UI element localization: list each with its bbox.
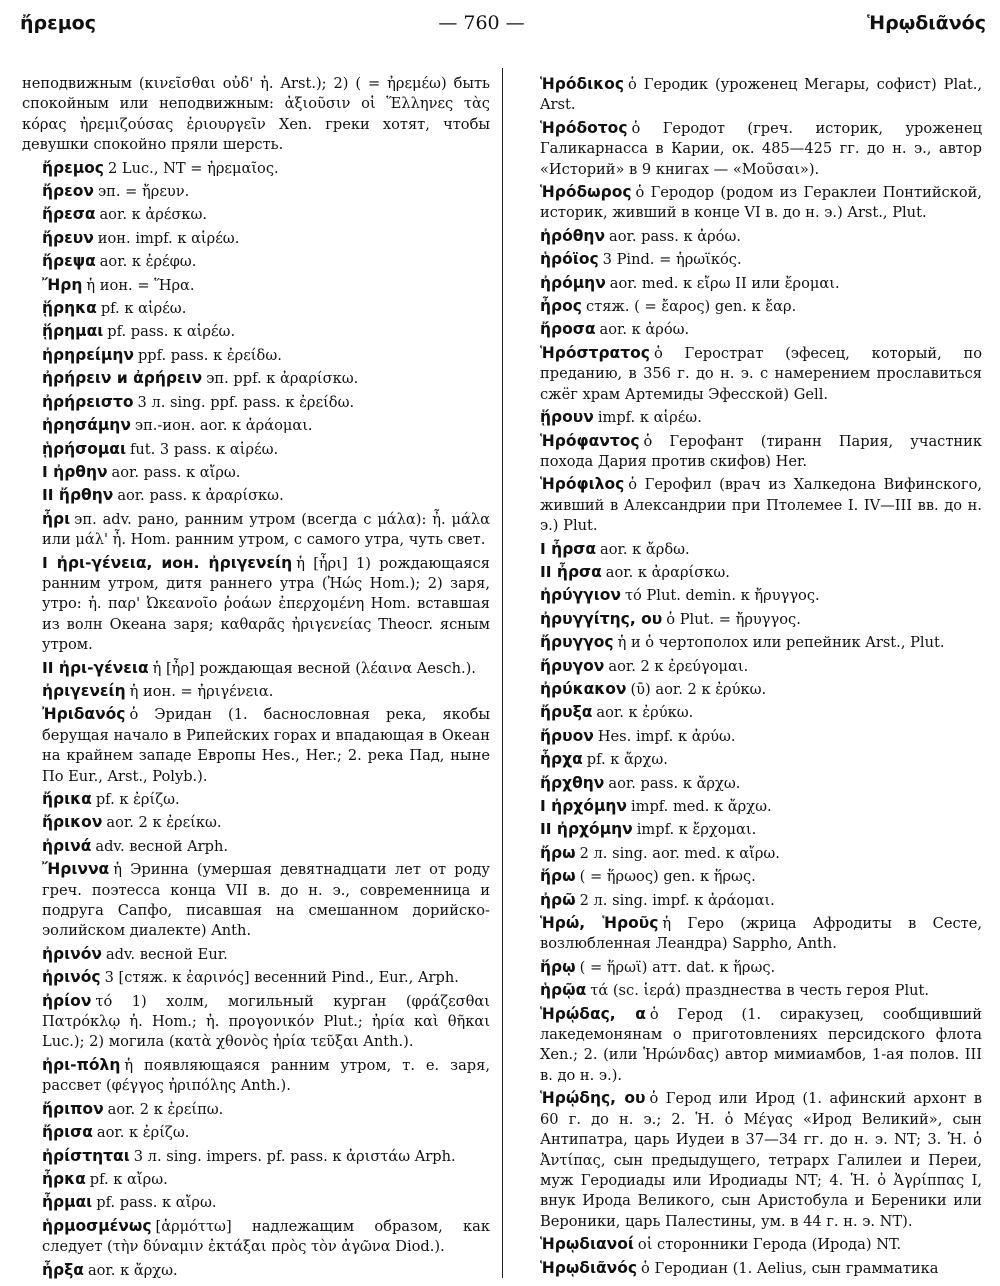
entry-headword: Ἡρόστρατος	[540, 343, 650, 362]
dictionary-entry	[520, 749, 982, 770]
dictionary-entry	[520, 273, 982, 294]
header-last-headword: Ἡρῳδιᾶνός	[867, 12, 986, 34]
entry-headword: ἠρηρείμην	[42, 345, 134, 364]
entry-headword: Ἡρόδωρος	[540, 183, 632, 202]
entry-definition: pf. к ἄρχω.	[586, 751, 668, 769]
entry-headword: I ἠρι-γένεια, ион. ἠριγενείη	[42, 553, 293, 572]
entry-definition: aor. к ἀραρίσκω.	[605, 563, 730, 581]
entry-definition: pf. к αἱρέω.	[100, 300, 187, 318]
dictionary-entry	[22, 509, 490, 551]
dictionary-entry	[520, 182, 982, 224]
entry-definition: ὁ Геродор (родом из Гераклеи Понтийской, историк, живший в конце VI в. до н. э.) Arst., Plut.	[540, 184, 982, 222]
entry-headword: ἥρω	[540, 867, 576, 886]
entry-headword: ἠρυγγίτης, ου	[540, 609, 663, 628]
entry-definition: ὁ Герод (1. сиракузец, сообщивший лакедемонянам о приготовлениях персидского флота Xen.; 2. (или Ἡρώνδας) автор мимиамбов, 1-ая полов. III в. до н. э.).	[540, 1005, 982, 1084]
dictionary-entry	[520, 539, 982, 560]
entry-headword: ᾕρηκα	[42, 299, 97, 318]
entry-headword: ἤρυγγος	[540, 633, 614, 652]
entry-definition: ὁ Герод или Ирод (1. афинский архонт в 60 г. до н. э.; 2. Ἡ. ὁ Μέγας «Ирод Великий», сын Антипатра, царь Иудеи в 37—34 гг. до н. э. NT; 3. Ἡ. ὁ Ἀντίπας, сын предыдущего, тетрарх Галилеи и Переи, муж Геродиады или Иродиады NT; 4. Ἡ. ὁ Ἀγρίππας I, внук Ирода Великого, сын Аристобула и Береники или Вероники, царь Палестины, ум. в 44 г. н. э. NT).	[540, 1090, 982, 1230]
entry-definition: ἡ и ὁ чертополох или репейник Arst., Plut.	[617, 634, 945, 652]
entry-definition: οἱ сторонники Герода (Ирода) NT.	[637, 1236, 902, 1254]
entry-definition: aor. 2 к ἐρείπω.	[107, 1100, 224, 1118]
entry-definition: ἡ ион. = Ἥρα.	[86, 276, 195, 294]
entry-headword: ἦρι	[42, 509, 71, 528]
entry-definition: эп. = ἤρευν.	[97, 183, 190, 201]
entry-headword: ᾕρουν	[540, 408, 594, 427]
entry-headword: II ἤρθην	[42, 486, 114, 505]
dictionary-entry	[22, 789, 490, 810]
dictionary-entry	[22, 1192, 490, 1213]
entry-definition: Hes. impf. к ἀρύω.	[597, 727, 736, 745]
dictionary-entry	[520, 319, 982, 340]
entry-definition: ὁ Геродиан (1. Aelius, сын грамматика	[641, 1259, 939, 1277]
entry-headword: II ἦρσα	[540, 562, 602, 581]
entry-headword: ἠρησάμην	[42, 416, 131, 435]
dictionary-entry	[520, 343, 982, 405]
dictionary-entry	[520, 866, 982, 887]
dictionary-entry	[520, 1088, 982, 1232]
entry-headword: ἤρεμος	[42, 158, 104, 177]
dictionary-entry	[22, 275, 490, 296]
entry-headword: ἦρχα	[540, 750, 583, 769]
entry-definition: ὁ Герострат (эфесец, который, по преданию, в 356 г. до н. э. с намерением прославиться сжёг храм Артемиды Эфесской) Gell.	[540, 344, 982, 403]
dictionary-entry	[520, 773, 982, 794]
entry-headword: ἤρεσα	[42, 205, 96, 224]
entry-definition: pf. pass. к αἴρω.	[96, 1194, 217, 1212]
entry-definition: aor. pass. к ἀρόω.	[609, 227, 741, 245]
entry-headword: ἠρήρειν и ἀρήρειν	[42, 369, 203, 388]
dictionary-entry	[520, 702, 982, 723]
entry-definition: aor. pass. к ἄρχω.	[608, 774, 741, 792]
dictionary-entry	[22, 228, 490, 249]
dictionary-entry	[22, 991, 490, 1053]
entry-definition: aor. 2 к ἐρείκω.	[106, 814, 222, 832]
dictionary-entry	[22, 158, 490, 179]
dictionary-entry	[22, 1122, 490, 1143]
entry-headword: ἠρινά	[42, 836, 92, 855]
dictionary-entry	[520, 249, 982, 270]
entry-definition: ἡ [ἦρ] рождающая весной (λέαινα Aesch.).	[152, 659, 476, 677]
entry-definition: aor. pass. к αἴρω.	[111, 463, 241, 481]
entry-definition: aor. 2 к ἐρεύγομαι.	[608, 657, 749, 675]
entry-definition: impf. к αἱρέω.	[597, 409, 702, 427]
entry-definition: ppf. pass. к ἐρείδω.	[137, 346, 282, 364]
dictionary-entry	[520, 74, 982, 116]
page-number: — 760 —	[438, 12, 525, 34]
dictionary-entry	[520, 980, 982, 1001]
entry-headword: ἠρόθην	[540, 226, 606, 245]
entry-headword: ἠρῶ	[540, 890, 576, 909]
entry-definition: τά (sc. ἱερά) празднества в честь героя Plut.	[590, 982, 930, 1000]
entry-headword: I ἠρχόμην	[540, 797, 627, 815]
entry-headword: Ἠριδανός	[42, 705, 126, 724]
entry-definition: fut. 3 pass. к αἱρέω.	[129, 440, 279, 458]
entry-headword: ᾑρήσομαι	[42, 439, 126, 458]
entry-headword: ᾕρημαι	[42, 322, 104, 341]
entry-headword: ἤροσα	[540, 320, 596, 339]
entry-headword: ἠρήρειστο	[42, 392, 134, 411]
dictionary-entry	[520, 1258, 982, 1279]
dictionary-entry	[22, 859, 490, 942]
entry-headword: ἤρω	[540, 843, 576, 862]
entry-definition: [ἁρμόττω] надлежащим образом, как следует (τὴν δύναμιν ἐκτάξαι πρὸς τὸν ἀγῶνα Diod.).	[42, 1217, 490, 1256]
entry-headword: I ἠρθην	[42, 462, 108, 481]
dictionary-entry	[520, 679, 982, 700]
entry-headword: Ἡρώ, Ἡροῦς	[540, 914, 659, 933]
entry-definition: ὁ Геродот (греч. историк, уроженец Галикарнасса в Карии, ок. 485—425 гг. до н. э., автор «Историй» в 9 книгах — «Μοῦσαι»).	[540, 119, 982, 178]
entry-definition: ὁ Герофант (тиранн Пария, участник похода Дария против скифов) Her.	[540, 432, 982, 470]
entry-definition: ( = ἥρωος) gen. к ἥρως.	[579, 868, 756, 886]
entry-headword: ἥρῳ	[540, 957, 576, 976]
entry-definition: 3 л. sing. impers. pf. pass. к ἀριστάω Arph.	[133, 1147, 456, 1165]
entry-headword: ἤρεψα	[42, 252, 96, 271]
dictionary-entry	[520, 957, 982, 978]
entry-headword: ἦρξα	[42, 1260, 84, 1279]
entry-headword: Ἡρῴδας, α	[540, 1004, 646, 1023]
dictionary-entry	[22, 251, 490, 272]
entry-definition: aor. к ἐρίζω.	[96, 1124, 190, 1142]
dictionary-entry	[520, 1004, 982, 1087]
dictionary-entry	[22, 944, 490, 965]
dictionary-entry	[22, 1260, 490, 1281]
entry-headword: I ἦρσα	[540, 539, 597, 558]
dictionary-entry	[520, 585, 982, 606]
entry-headword: ἦρος	[540, 297, 582, 316]
dictionary-entry	[22, 74, 490, 156]
entry-definition: impf. к ἔρχομαι.	[636, 821, 757, 839]
entry-definition: ἡ [ἦρι] 1) рождающаяся ранним утром, дитя раннего утра (Ἠώς Hom.); 2) заря, утро: ἠ. παρ' Ὠκεανοῖο ῥοάων ἐπερχομένη Hom. вставшая из волн Океана заря; καθαρᾶς ἠριγενείας Theocr. ясным утром.	[42, 554, 491, 654]
entry-headword: ἠρι-πόλη	[42, 1055, 121, 1074]
entry-headword: Ἡρῳδιανοί	[540, 1235, 634, 1254]
dictionary-entry	[22, 1216, 490, 1258]
entry-headword: ἤρεον	[42, 182, 94, 201]
dictionary-entry	[520, 296, 982, 317]
dictionary-entry	[22, 812, 490, 833]
dictionary-entry	[22, 392, 490, 413]
entry-headword: ἤρευν	[42, 228, 94, 247]
page-header	[20, 12, 986, 42]
entry-definition: aor. med. к εἴρω II или ἔρομαι.	[609, 274, 840, 292]
entry-definition: ὁ Герофил (врач из Халкедона Вифинского, живший в Александрии при Птолемее I. IV—III вв. до н. э.) Plut.	[540, 476, 982, 535]
entry-definition: aor. к ἐρύκω.	[596, 704, 694, 722]
entry-headword: Ἡρόδικος	[540, 75, 625, 93]
dictionary-entry	[22, 836, 490, 857]
entry-headword: ἤρυον	[540, 726, 594, 745]
entry-headword: ἠρινός	[42, 968, 101, 987]
entry-headword: ἤρισα	[42, 1123, 93, 1142]
entry-definition: aor. pass. к ἀραρίσκω.	[117, 487, 284, 505]
dictionary-entry	[22, 415, 490, 436]
entry-definition: τό 1) холм, могильный курган (φράζεσθαι Πατρόκλῳ ἠ. Hom.; ἠ. προγονικόν Plut.; ἠρία καὶ θῆκαι Luc.); 2) могила (κατὰ χθονὸς ἠρία τεῦξαι Anth.).	[42, 992, 490, 1051]
entry-definition: (ῡ) aor. 2 к ἐρύκω.	[630, 680, 767, 698]
dictionary-entry	[22, 1146, 490, 1167]
dictionary-entry	[22, 658, 490, 679]
entry-headword: II ἠρι-γένεια	[42, 658, 149, 677]
dictionary-entry	[22, 1169, 490, 1190]
dictionary-entry	[22, 368, 490, 389]
column-divider	[502, 68, 503, 1278]
dictionary-entry	[520, 407, 982, 428]
entry-definition: pf. к ἐρίζω.	[95, 791, 180, 808]
entry-headword: ἤριπον	[42, 1099, 104, 1118]
dictionary-entry	[520, 562, 982, 583]
entry-headword: Ἤριννα	[42, 860, 110, 879]
dictionary-entry	[22, 485, 490, 506]
dictionary-entry	[520, 843, 982, 864]
entry-definition: 3 Pind. = ἡρωϊκός.	[602, 251, 742, 269]
entry-headword: ἤρικα	[42, 790, 92, 808]
entry-definition: aor. к ἄρχω.	[87, 1261, 178, 1279]
entry-headword: Ἤρη	[42, 275, 83, 294]
dictionary-entry	[520, 1234, 982, 1255]
entry-definition: ион. impf. к αἱρέω.	[97, 229, 240, 247]
entry-headword: Ἡρῳδιᾶνός	[540, 1258, 638, 1277]
dictionary-entry	[520, 632, 982, 653]
dictionary-entry	[22, 298, 490, 319]
entry-headword: ἠρίστηται	[42, 1146, 130, 1165]
dictionary-entry	[520, 913, 982, 955]
entry-definition: 2 л. sing. aor. med. к αἴρω.	[579, 844, 780, 862]
entry-definition: ὁ Геродик (уроженец Мегары, софист) Plat., Arst.	[540, 76, 982, 114]
entry-definition: ἡ Геро (жрица Афродиты в Сесте, возлюбленная Леандра) Sappho, Anth.	[540, 915, 982, 953]
header-first-headword: ἤρεμος	[20, 12, 96, 34]
entry-definition: aor. к ἀρόω.	[599, 321, 690, 339]
entry-definition: aor. к ἄρδω.	[600, 540, 690, 558]
dictionary-entry	[520, 118, 982, 180]
dictionary-entry	[520, 609, 982, 630]
entry-definition: τό Plut. demin. к ἤρυγγος.	[624, 587, 820, 605]
dictionary-entry	[22, 704, 490, 787]
entry-definition: эп.-ион. aor. к ἀράομαι.	[134, 417, 313, 435]
entry-definition: impf. med. к ἄρχω.	[630, 798, 772, 815]
entry-headword: ἠρίον	[42, 991, 92, 1010]
dictionary-entry	[22, 321, 490, 342]
entry-headword: ἠρύγγιον	[540, 586, 621, 605]
dictionary-entry	[22, 681, 490, 702]
dictionary-entry	[22, 1099, 490, 1120]
entry-definition: aor. к ἐρέφω.	[99, 253, 197, 271]
dictionary-entry	[520, 796, 982, 817]
entry-headword: ἠριγενείη	[42, 681, 126, 700]
dictionary-entry	[520, 656, 982, 677]
right-column	[520, 74, 982, 1281]
left-column	[22, 74, 490, 1283]
entry-headword: Ἡρόδοτος	[540, 118, 628, 137]
entry-definition: эп. adv. рано, ранним утром (всегда с μάλα): ἦ. μάλα или μάλ' ἦ. Hom. ранним утром, с самого утра, чуть свет.	[42, 510, 490, 549]
entry-headword: ἠρόμην	[540, 273, 606, 292]
dictionary-entry	[22, 462, 490, 483]
entry-definition: эп. ppf. к ἀραρίσκω.	[206, 370, 359, 388]
entry-definition: 3 л. sing. ppf. pass. к ἐρείδω.	[137, 393, 355, 411]
dictionary-entry	[22, 1055, 490, 1097]
entry-definition: неподвижным (κινεῖσθαι οὐδ' ἠ. Arst.); 2) ( = ἠρεμέω) быть спокойным или неподвижным: ἀξιοῦσιν οἱ Ἕλληνες τὰς κόρας ἠρεμιζούσας ἐριουργεῖν Xen. греки хотят, чтобы девушки спокойно пряли шерсть.	[22, 75, 490, 154]
entry-definition: adv. весной Eur.	[105, 945, 228, 963]
entry-headword: Ἡρόφαντος	[540, 431, 640, 450]
dictionary-entry	[22, 204, 490, 225]
entry-headword: ἠρινόν	[42, 944, 102, 963]
entry-headword: ἤρυγον	[540, 656, 605, 675]
entry-headword: ἡρμοσμένως	[42, 1216, 152, 1235]
entry-headword: ἠρύκακον	[540, 679, 627, 698]
entry-definition: ( = ἥρωϊ) атт. dat. к ἥρως.	[579, 958, 776, 976]
dictionary-entry	[520, 819, 982, 840]
dictionary-entry	[22, 553, 490, 656]
dictionary-entry	[520, 474, 982, 536]
dictionary-entry	[22, 345, 490, 366]
entry-headword: ἤρικον	[42, 813, 103, 832]
dictionary-entry	[520, 226, 982, 247]
dictionary-entry	[520, 431, 982, 473]
entry-headword: ἦρμαι	[42, 1193, 93, 1212]
dictionary-entry	[22, 439, 490, 460]
entry-definition: ὁ Эридан (1. баснословная река, якобы берущая начало в Рипейских горах и впадающая в Океан на крайнем западе Европы Hes., Her.; 2. река Пад, ныне По Eur., Arst., Polyb.).	[42, 706, 490, 785]
entry-headword: Ἡρόφιλος	[540, 475, 625, 494]
entry-definition: ἡ появляющаяся ранним утром, т. е. заря, рассвет (φέγγος ἠριπόλης Anth.).	[42, 1056, 490, 1095]
entry-headword: ἡρῷα	[540, 981, 587, 1000]
entry-definition: стяж. ( = ἔαρος) gen. к ἔαρ.	[585, 298, 797, 316]
entry-definition: aor. к ἀρέσκω.	[99, 206, 207, 224]
entry-definition: 2 л. sing. impf. к ἀράομαι.	[579, 891, 775, 909]
entry-definition: adv. весной Arph.	[95, 837, 229, 855]
dictionary-entry	[22, 181, 490, 202]
entry-definition: ἡ Эринна (умершая девятнадцати лет от роду греч. поэтесса конца VII в. до н. э., современница и подруга Сапфо, писавшая на смешанном дорийско-эолийском диалекте) Anth.	[42, 861, 490, 940]
entry-definition: 3 [стяж. к ἐαρινός] весенний Pind., Eur., Arph.	[104, 969, 459, 987]
entry-definition: pf. pass. к αἱρέω.	[107, 323, 236, 341]
entry-headword: Ἡρῴδης, ου	[540, 1089, 646, 1108]
dictionary-entry	[520, 890, 982, 911]
entry-definition: pf. к αἴρω.	[89, 1170, 168, 1188]
entry-definition: ὁ Plut. = ἤρυγγος.	[666, 610, 801, 628]
entry-definition: ἡ ион. = ἠριγένεια.	[129, 682, 274, 700]
entry-headword: ἦρκα	[42, 1169, 86, 1188]
entry-headword: ἤρυξα	[540, 703, 593, 722]
dictionary-entry	[520, 726, 982, 747]
entry-definition: 2 Luc., NT = ἠρεμαῖος.	[108, 159, 279, 177]
entry-headword: ἡρόϊος	[540, 250, 599, 269]
dictionary-entry	[22, 967, 490, 988]
entry-headword: ἤρχθην	[540, 773, 605, 792]
entry-headword: II ἠρχόμην	[540, 820, 633, 839]
